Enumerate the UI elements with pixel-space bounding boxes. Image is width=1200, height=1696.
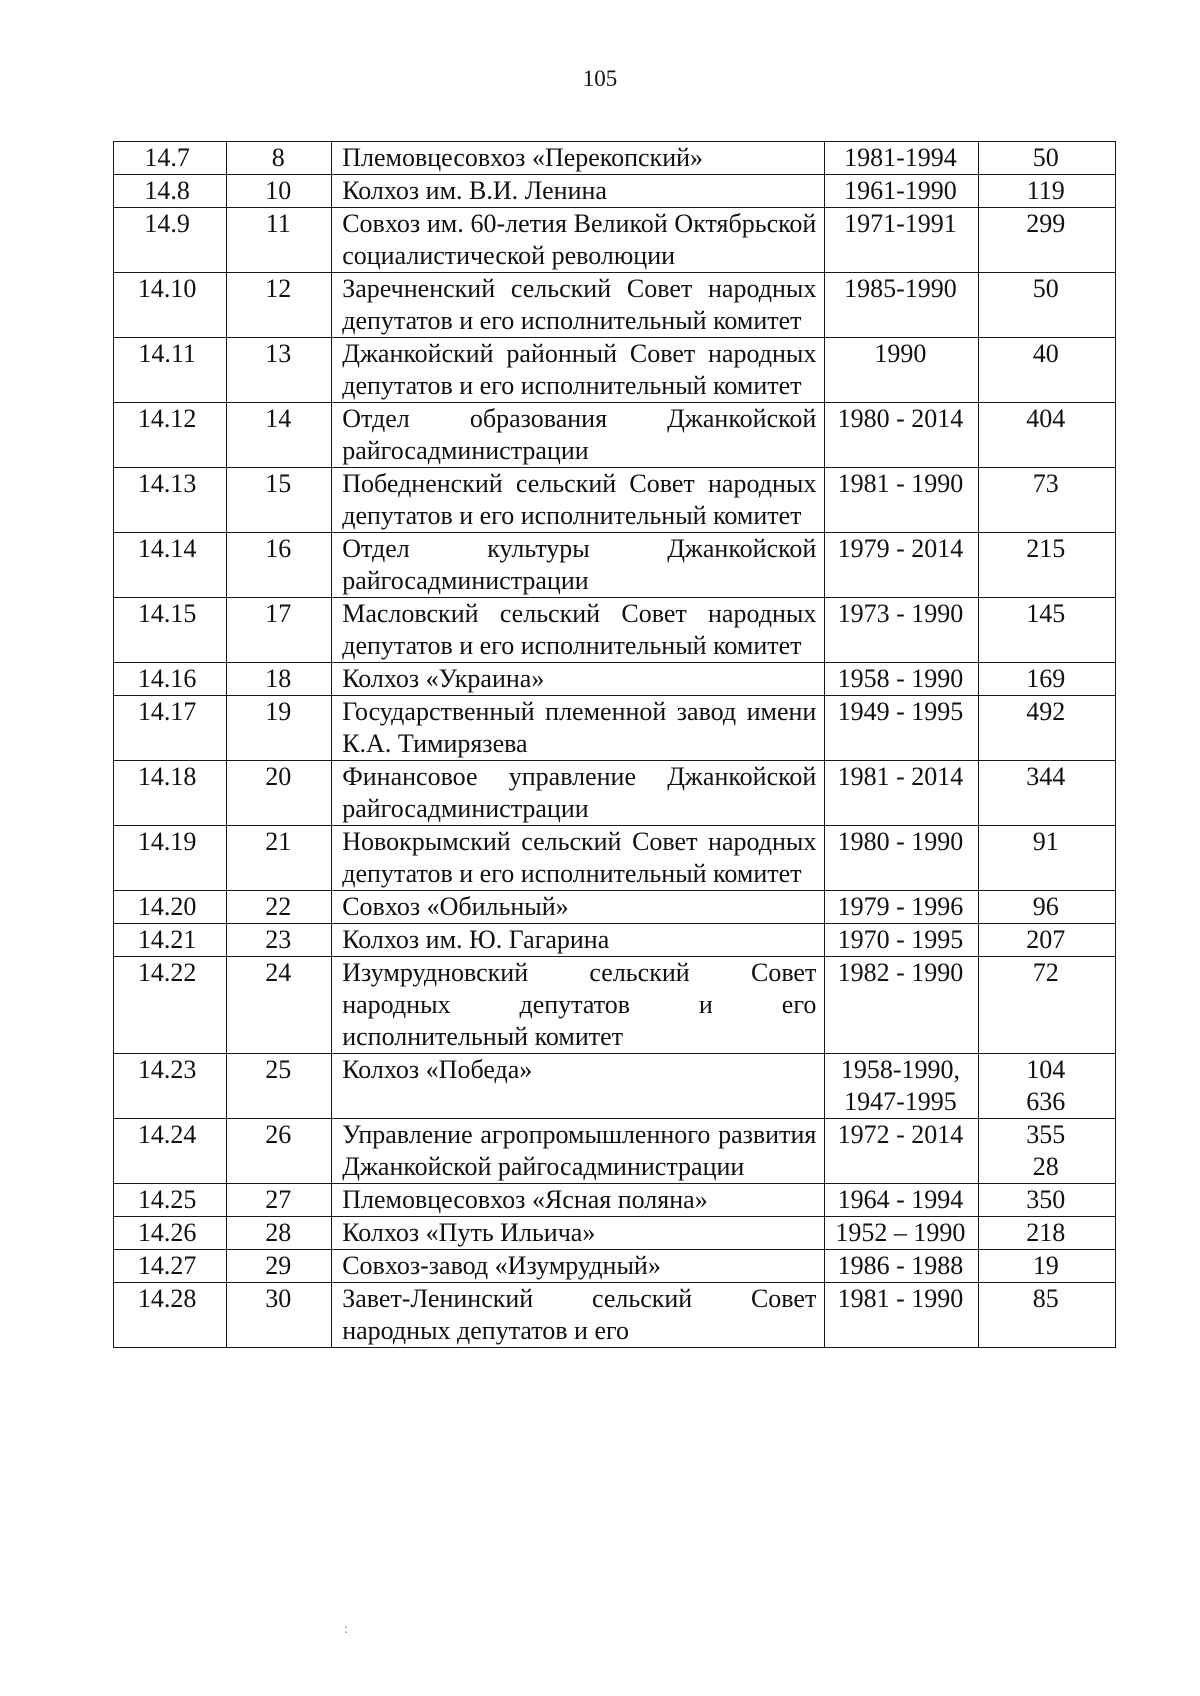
table-row [114,598,1116,663]
years-cell: 1949 - 1995 [825,696,978,761]
fund-name-cell: Государственный племенной завод имени К.А. Тимирязева [332,696,825,761]
table-row [114,338,1116,403]
fund-name-cell: Колхоз «Путь Ильича» [332,1217,825,1250]
section-cell: 14.16 [114,663,227,696]
page-number: 105 [582,66,618,91]
section-cell: 14.8 [114,175,227,208]
count-cell: 350 [978,1184,1115,1217]
table-row [114,761,1116,826]
fund-name-cell: Отдел образования Джанкойской райгосадминистрации [332,403,825,468]
count-cell: 91 [978,826,1115,891]
count-cell: 145 [978,598,1115,663]
fund-number-cell: 14 [227,403,332,468]
fund-name-cell: Заречненский сельский Совет народных депутатов и его исполнительный комитет [332,273,825,338]
fund-number-cell: 17 [227,598,332,663]
fund-name-cell: Колхоз им. Ю. Гагарина [332,924,825,957]
table-row [114,468,1116,533]
table-row [114,663,1116,696]
table-row [114,891,1116,924]
section-cell: 14.21 [114,924,227,957]
section-cell: 14.25 [114,1184,227,1217]
years-cell: 1970 - 1995 [825,924,978,957]
fund-name-cell: Совхоз «Обильный» [332,891,825,924]
fund-name-cell: Отдел культуры Джанкойской райгосадминистрации [332,533,825,598]
fund-name-cell: Новокрымский сельский Совет народных депутатов и его исполнительный комитет [332,826,825,891]
fund-name-cell: Совхоз-завод «Изумрудный» [332,1250,825,1283]
fund-number-cell: 30 [227,1283,332,1348]
table-row [114,533,1116,598]
years-cell: 1980 - 1990 [825,826,978,891]
count-cell: 40 [978,338,1115,403]
fund-name-cell: Совхоз им. 60-летия Великой Октябрьской социалистической революции [332,208,825,273]
years-cell: 1979 - 2014 [825,533,978,598]
fund-name-cell: Финансовое управление Джанкойской райгосадминистрации [332,761,825,826]
count-cell: 299 [978,208,1115,273]
table-row [114,924,1116,957]
years-cell: 1958 - 1990 [825,663,978,696]
fund-number-cell: 21 [227,826,332,891]
fund-number-cell: 23 [227,924,332,957]
fund-number-cell: 22 [227,891,332,924]
section-cell: 14.19 [114,826,227,891]
fund-number-cell: 27 [227,1184,332,1217]
section-cell: 14.24 [114,1119,227,1184]
fund-number-cell: 29 [227,1250,332,1283]
years-cell: 1981 - 1990 [825,468,978,533]
fund-number-cell: 20 [227,761,332,826]
section-cell: 14.20 [114,891,227,924]
table-row [114,1054,1116,1119]
section-cell: 14.22 [114,957,227,1054]
table-row [114,175,1116,208]
years-cell: 1981 - 2014 [825,761,978,826]
fund-name-cell: Масловский сельский Совет народных депутатов и его исполнительный комитет [332,598,825,663]
fund-number-cell: 16 [227,533,332,598]
count-cell: 169 [978,663,1115,696]
fund-number-cell: 11 [227,208,332,273]
fund-name-cell: Джанкойский районный Совет народных депутатов и его исполнительный комитет [332,338,825,403]
years-cell: 1981 - 1990 [825,1283,978,1348]
years-cell: 1961-1990 [825,175,978,208]
count-cell: 119 [978,175,1115,208]
fund-number-cell: 15 [227,468,332,533]
fund-number-cell: 19 [227,696,332,761]
section-cell: 14.23 [114,1054,227,1119]
years-cell: 1952 – 1990 [825,1217,978,1250]
table-row [114,208,1116,273]
count-cell: 344 [978,761,1115,826]
fund-number-cell: 8 [227,142,332,175]
fund-number-cell: 10 [227,175,332,208]
section-cell: 14.11 [114,338,227,403]
table-row [114,1184,1116,1217]
table-row [114,826,1116,891]
section-cell: 14.12 [114,403,227,468]
table-row [114,1250,1116,1283]
fund-name-cell: Колхоз им. В.И. Ленина [332,175,825,208]
count-cell: 85 [978,1283,1115,1348]
years-cell: 1982 - 1990 [825,957,978,1054]
count-cell: 215 [978,533,1115,598]
years-cell: 1985-1990 [825,273,978,338]
table-row [114,1217,1116,1250]
count-cell: 96 [978,891,1115,924]
fund-number-cell: 24 [227,957,332,1054]
archive-fund-table [113,141,1116,1348]
section-cell: 14.9 [114,208,227,273]
fund-number-cell: 18 [227,663,332,696]
section-cell: 14.28 [114,1283,227,1348]
section-cell: 14.17 [114,696,227,761]
fund-name-cell: Завет-Ленинский сельский Совет народных депутатов и его [332,1283,825,1348]
years-cell: 1980 - 2014 [825,403,978,468]
count-cell: 355 28 [978,1119,1115,1184]
section-cell: 14.15 [114,598,227,663]
fund-number-cell: 25 [227,1054,332,1119]
section-cell: 14.18 [114,761,227,826]
count-cell: 404 [978,403,1115,468]
section-cell: 14.10 [114,273,227,338]
table-row [114,273,1116,338]
fund-name-cell: Племовцесовхоз «Перекопский» [332,142,825,175]
count-cell: 50 [978,273,1115,338]
fund-number-cell: 28 [227,1217,332,1250]
table-row [114,1119,1116,1184]
years-cell: 1990 [825,338,978,403]
count-cell: 72 [978,957,1115,1054]
fund-name-cell: Изумрудновский сельский Совет народных депутатов и его исполнительный комитет [332,957,825,1054]
scan-mark: : [344,1622,348,1637]
section-cell: 14.13 [114,468,227,533]
fund-name-cell: Победненский сельский Совет народных депутатов и его исполнительный комитет [332,468,825,533]
table-row [114,1283,1116,1348]
fund-name-cell: Колхоз «Победа» [332,1054,825,1119]
count-cell: 19 [978,1250,1115,1283]
count-cell: 492 [978,696,1115,761]
fund-number-cell: 13 [227,338,332,403]
years-cell: 1958-1990, 1947-1995 [825,1054,978,1119]
years-cell: 1964 - 1994 [825,1184,978,1217]
fund-number-cell: 26 [227,1119,332,1184]
fund-name-cell: Колхоз «Украина» [332,663,825,696]
section-cell: 14.27 [114,1250,227,1283]
years-cell: 1979 - 1996 [825,891,978,924]
years-cell: 1981-1994 [825,142,978,175]
years-cell: 1986 - 1988 [825,1250,978,1283]
table-row [114,403,1116,468]
section-cell: 14.7 [114,142,227,175]
years-cell: 1971-1991 [825,208,978,273]
count-cell: 73 [978,468,1115,533]
count-cell: 207 [978,924,1115,957]
count-cell: 50 [978,142,1115,175]
fund-number-cell: 12 [227,273,332,338]
fund-name-cell: Племовцесовхоз «Ясная поляна» [332,1184,825,1217]
table-row [114,142,1116,175]
years-cell: 1972 - 2014 [825,1119,978,1184]
section-cell: 14.26 [114,1217,227,1250]
fund-name-cell: Управление агропромышленного развития Джанкойской райгосадминистрации [332,1119,825,1184]
table-row [114,696,1116,761]
count-cell: 104 636 [978,1054,1115,1119]
count-cell: 218 [978,1217,1115,1250]
section-cell: 14.14 [114,533,227,598]
table-row [114,957,1116,1054]
years-cell: 1973 - 1990 [825,598,978,663]
table-body [114,142,1116,1348]
